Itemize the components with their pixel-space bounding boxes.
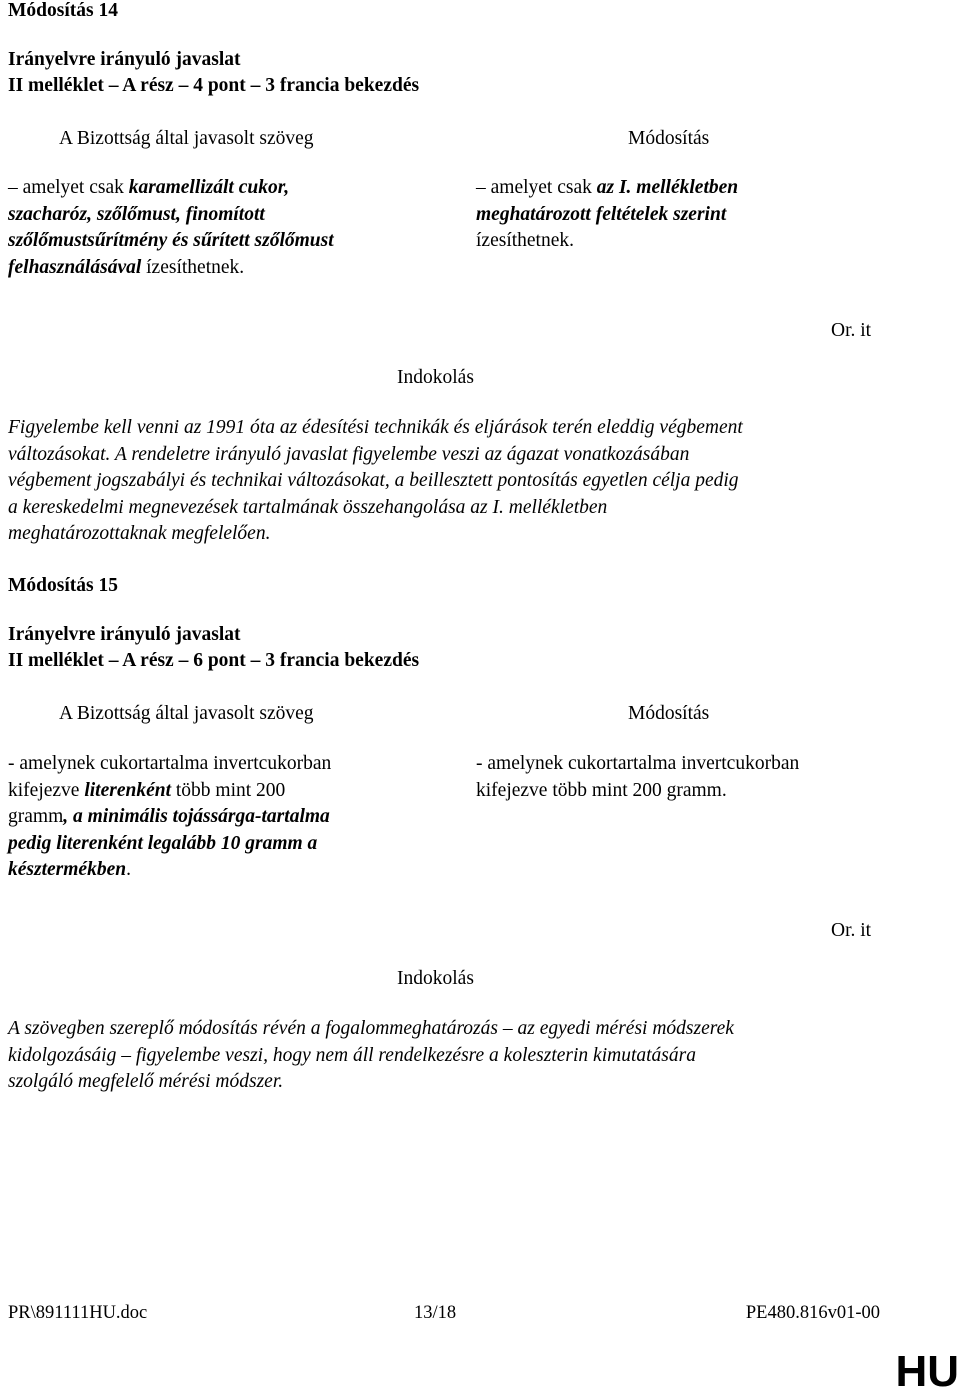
text-segment: A rendeletre irányuló javaslat figyelembe veszi az ágazat vonatkozásában — [110, 443, 690, 465]
amendment-15-left-header: A Bizottság által javasolt szöveg — [59, 703, 314, 724]
amendment-15-justification-title: Indokolás — [397, 968, 474, 989]
amendment-14-original-language: Or. it — [831, 320, 872, 341]
text-segment: változásokat. — [8, 443, 111, 465]
amendment-15-original-language: Or. it — [831, 920, 872, 941]
amendment-15-reference: II melléklet – A rész – 6 pont – 3 francia bekezdés — [8, 650, 420, 671]
amendment-14-justification-title: Indokolás — [397, 367, 474, 388]
text-line: kidolgozásáig – figyelembe veszi, hogy nem áll rendelkezésre a koleszterin kimutatására — [8, 1044, 696, 1066]
amendment-15-commission-text — [8, 751, 331, 884]
language-code: HU — [895, 1347, 959, 1396]
amendment-15-right-header: Módosítás — [628, 703, 710, 724]
text-segment: ízesíthetnek. — [141, 256, 245, 278]
text-segment-emphasis: karamellizált cukor, — [128, 177, 290, 198]
amendment-15-proposal-type: Irányelvre irányuló javaslat — [8, 624, 241, 645]
amendment-14-left-header: A Bizottság által javasolt szöveg — [59, 128, 314, 149]
amendment-14-amended-text — [476, 175, 738, 255]
text-segment: – amelyet csak — [476, 177, 597, 198]
text-line: A szövegben szereplő módosítás révén a fogalommeghatározás – az egyedi mérési módszerek — [8, 1018, 734, 1039]
amendment-14-justification-text — [8, 415, 743, 548]
text-segment: gramm — [8, 806, 64, 827]
footer-page-number: 13/18 — [414, 1303, 457, 1323]
amendment-14-heading: Módosítás 14 — [8, 0, 118, 21]
amendment-14-right-header: Módosítás — [628, 128, 710, 149]
amendment-15-amended-text — [476, 751, 799, 804]
amendment-14-commission-text — [8, 175, 334, 281]
amendment-15-justification-text — [8, 1016, 734, 1096]
amendment-14-reference: II melléklet – A rész – 4 pont – 3 francia bekezdés — [8, 75, 420, 96]
text-segment-emphasis: az I. mellékletben — [596, 177, 739, 198]
text-segment: kifejezve — [8, 779, 85, 801]
text-line: a kereskedelmi megnevezések tartalmának összehangolása az I. mellékletben — [8, 496, 608, 518]
text-segment-emphasis: literenként — [84, 779, 171, 801]
text-line: Figyelembe kell venni az 1991 óta az édesítési technikák és eljárások terén eleddig végbement — [8, 417, 743, 438]
text-line: ízesíthetnek. — [476, 230, 575, 251]
text-segment: – amelyet csak — [8, 177, 129, 198]
text-line: - amelynek cukortartalma invertcukorban — [8, 753, 332, 774]
text-line-emphasis: meghatározott feltételek szerint — [476, 203, 727, 225]
text-line-emphasis: szőlőmustsűrítmény és sűrített szőlőmust — [8, 230, 334, 251]
text-line-emphasis: pedig literenként legalább 10 gramm a — [8, 832, 318, 854]
text-line: végbement jogszabályi és technikai változásokat, a beillesztett pontosítás egyetlen célja pedig — [8, 470, 739, 491]
text-segment: több mint 200 — [171, 779, 286, 801]
amendment-14-proposal-type: Irányelvre irányuló javaslat — [8, 49, 241, 70]
text-line: szolgáló megfelelő mérési módszer. — [8, 1071, 284, 1092]
text-line: - amelynek cukortartalma invertcukorban — [476, 753, 800, 774]
text-line: kifejezve több mint 200 gramm. — [476, 779, 727, 801]
amendment-15-heading: Módosítás 15 — [8, 575, 118, 596]
text-line: meghatározottaknak megfelelően. — [8, 523, 271, 544]
text-segment: . — [126, 859, 131, 880]
text-segment-emphasis: késztermékben — [8, 859, 127, 880]
text-segment-emphasis: , a minimális tojássárga-tartalma — [63, 806, 330, 827]
text-line-emphasis: szacharóz, szőlőmust, finomított — [8, 203, 265, 225]
footer-pe-reference: PE480.816v01-00 — [745, 1303, 880, 1323]
footer-doc-reference: PR\891111HU.doc — [8, 1303, 148, 1323]
text-segment-emphasis: felhasználásával — [8, 256, 142, 278]
